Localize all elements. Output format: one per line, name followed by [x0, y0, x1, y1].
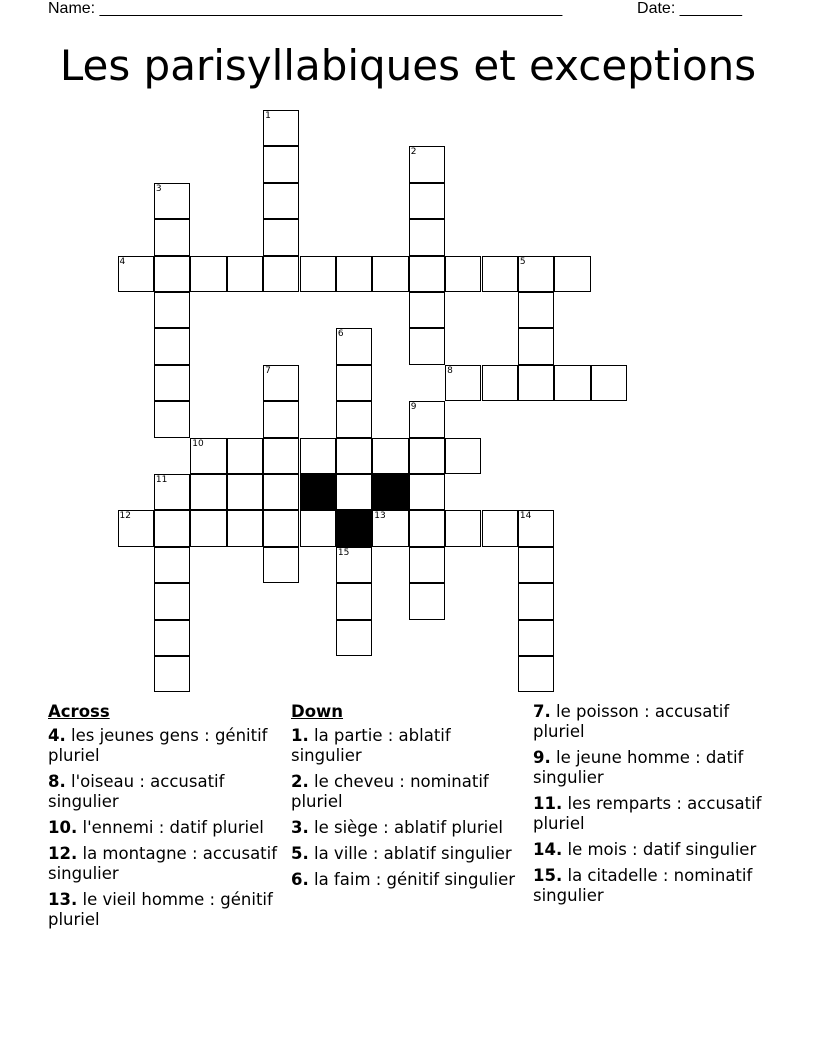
clue-text: le mois : datif singulier: [562, 840, 757, 859]
clue-text: le poisson : accusatif pluriel: [533, 702, 730, 741]
grid-block: [300, 474, 336, 510]
clue-number-label: 2.: [291, 772, 309, 791]
grid-cell[interactable]: [518, 510, 554, 546]
grid-cell[interactable]: [190, 256, 226, 292]
grid-cell[interactable]: [518, 328, 554, 364]
grid-cell[interactable]: [409, 292, 445, 328]
across-clue: [48, 726, 278, 766]
grid-cell[interactable]: [154, 583, 190, 619]
grid-cell[interactable]: [190, 438, 226, 474]
grid-cell[interactable]: [263, 110, 299, 146]
grid-cell[interactable]: [300, 438, 336, 474]
name-field-label: Name: ____________________________________________________: [48, 0, 563, 17]
grid-cell[interactable]: [154, 219, 190, 255]
down-clue: [291, 726, 521, 766]
clue-number: 8: [447, 365, 453, 376]
grid-cell[interactable]: [518, 292, 554, 328]
down-clue: [533, 866, 763, 906]
grid-cell[interactable]: [300, 510, 336, 546]
clue-text: les jeunes gens : génitif pluriel: [48, 726, 268, 765]
grid-cell[interactable]: [372, 256, 408, 292]
grid-cell[interactable]: [154, 256, 190, 292]
grid-cell[interactable]: [518, 620, 554, 656]
clue-number: 12: [119, 511, 131, 522]
grid-cell[interactable]: [554, 256, 590, 292]
grid-cell[interactable]: [372, 438, 408, 474]
down-clue: [291, 870, 521, 890]
grid-cell[interactable]: [409, 583, 445, 619]
grid-cell[interactable]: [263, 219, 299, 255]
grid-cell[interactable]: [118, 510, 154, 546]
grid-cell[interactable]: [263, 146, 299, 182]
grid-cell[interactable]: [300, 256, 336, 292]
grid-cell[interactable]: [154, 510, 190, 546]
clue-number-label: 7.: [533, 702, 551, 721]
grid-cell[interactable]: [227, 438, 263, 474]
clue-number-label: 11.: [533, 794, 563, 813]
grid-cell[interactable]: [336, 547, 372, 583]
clue-number: 9: [410, 402, 417, 413]
clue-number-label: 10.: [48, 818, 78, 837]
grid-cell[interactable]: [409, 401, 445, 437]
clue-number: 1: [265, 111, 271, 121]
grid-cell[interactable]: [263, 401, 299, 437]
grid-cell[interactable]: [154, 328, 190, 364]
clue-text: la partie : ablatif singulier: [291, 726, 451, 765]
grid-cell[interactable]: [336, 256, 372, 292]
grid-cell[interactable]: [227, 510, 263, 546]
clue-text: les remparts : accusatif pluriel: [533, 794, 762, 833]
grid-cell[interactable]: [409, 328, 445, 364]
down-clues: [291, 702, 521, 896]
down-clue: [533, 748, 763, 788]
grid-cell[interactable]: [336, 328, 372, 364]
grid-cell[interactable]: [336, 401, 372, 437]
across-clues: [48, 702, 278, 936]
across-clue: [48, 772, 278, 812]
clue-number-label: 14.: [533, 840, 563, 859]
page-title: Les parisyllabiques et exceptions: [59, 41, 757, 90]
clue-text: le siège : ablatif pluriel: [308, 818, 503, 837]
clue-number: 3: [155, 183, 162, 194]
clue-text: l'oiseau : accusatif singulier: [48, 772, 225, 811]
grid-cell[interactable]: [154, 292, 190, 328]
clue-number: 10: [192, 438, 204, 449]
grid-cell[interactable]: [154, 474, 190, 510]
grid-cell[interactable]: [154, 401, 190, 437]
down-clue: [291, 818, 521, 838]
grid-cell[interactable]: [336, 583, 372, 619]
clue-text: la ville : ablatif singulier: [308, 844, 512, 863]
grid-cell[interactable]: [154, 656, 190, 692]
grid-block: [336, 510, 372, 546]
down-clue: [291, 844, 521, 864]
grid-cell[interactable]: [336, 438, 372, 474]
grid-cell[interactable]: [445, 365, 481, 401]
clue-text: la citadelle : nominatif singulier: [533, 866, 753, 905]
clue-number-label: 13.: [48, 890, 78, 909]
grid-cell[interactable]: [118, 256, 154, 292]
across-clue: [48, 890, 278, 930]
clue-number-label: 9.: [533, 748, 551, 767]
clue-number-label: 8.: [48, 772, 66, 791]
grid-cell[interactable]: [190, 474, 226, 510]
clue-number-label: 5.: [291, 844, 309, 863]
clue-number-label: 3.: [291, 818, 309, 837]
clue-text: la faim : génitif singulier: [308, 870, 516, 889]
grid-cell[interactable]: [409, 510, 445, 546]
grid-cell[interactable]: [518, 583, 554, 619]
grid-cell[interactable]: [482, 510, 518, 546]
clue-number: 2: [410, 147, 417, 158]
clue-number: 14: [519, 511, 532, 522]
clue-text: la montagne : accusatif singulier: [48, 844, 278, 883]
grid-cell[interactable]: [263, 365, 299, 401]
down-clues-continued: [533, 702, 763, 912]
grid-cell[interactable]: [263, 474, 299, 510]
grid-cell[interactable]: [372, 510, 408, 546]
grid-cell[interactable]: [336, 474, 372, 510]
grid-cell[interactable]: [482, 256, 518, 292]
grid-cell[interactable]: [409, 256, 445, 292]
grid-cell[interactable]: [445, 510, 481, 546]
grid-cell[interactable]: [336, 620, 372, 656]
grid-cell[interactable]: [263, 510, 299, 546]
grid-cell[interactable]: [154, 547, 190, 583]
down-clue: [533, 702, 763, 742]
grid-cell[interactable]: [154, 620, 190, 656]
grid-cell[interactable]: [591, 365, 627, 401]
grid-cell[interactable]: [409, 474, 445, 510]
across-clue: [48, 844, 278, 884]
grid-cell[interactable]: [518, 365, 554, 401]
clue-text: le jeune homme : datif singulier: [533, 748, 744, 787]
grid-cell[interactable]: [409, 183, 445, 219]
grid-block: [372, 474, 408, 510]
grid-cell[interactable]: [518, 547, 554, 583]
down-clue: [533, 794, 763, 834]
grid-cell[interactable]: [409, 547, 445, 583]
grid-cell[interactable]: [227, 474, 263, 510]
grid-cell[interactable]: [409, 146, 445, 182]
grid-cell[interactable]: [409, 219, 445, 255]
clue-number-label: 1.: [291, 726, 309, 745]
down-clue: [533, 840, 763, 860]
grid-cell[interactable]: [263, 183, 299, 219]
grid-cell[interactable]: [154, 183, 190, 219]
grid-cell[interactable]: [263, 547, 299, 583]
grid-cell[interactable]: [445, 256, 481, 292]
clue-number: 4: [119, 256, 126, 267]
clue-number: 11: [155, 475, 168, 485]
grid-cell[interactable]: [409, 438, 445, 474]
clue-number: 13: [374, 511, 386, 522]
grid-cell[interactable]: [518, 656, 554, 692]
grid-cell[interactable]: [263, 438, 299, 474]
grid-cell[interactable]: [154, 365, 190, 401]
grid-cell[interactable]: [482, 365, 518, 401]
date-field-label: Date: _______: [637, 0, 742, 17]
clue-number-label: 12.: [48, 844, 78, 863]
grid-cell[interactable]: [336, 365, 372, 401]
clue-text: le vieil homme : génitif pluriel: [48, 890, 273, 929]
across-heading: Across: [48, 702, 110, 721]
clue-number: 15: [337, 547, 350, 558]
clue-number: 7: [265, 365, 271, 376]
across-clue: [48, 818, 278, 838]
clue-text: le cheveu : nominatif pluriel: [291, 772, 489, 811]
clue-number: 6: [337, 329, 344, 340]
clue-number-label: 6.: [291, 870, 309, 889]
grid-cell[interactable]: [445, 438, 481, 474]
down-clue: [291, 772, 521, 812]
grid-cell[interactable]: [554, 365, 590, 401]
grid-cell[interactable]: [190, 510, 226, 546]
clue-number-label: 4.: [48, 726, 66, 745]
clue-number: 5: [519, 256, 526, 267]
grid-cell[interactable]: [227, 256, 263, 292]
grid-cell[interactable]: [518, 256, 554, 292]
clue-text: l'ennemi : datif pluriel: [77, 818, 264, 837]
clue-number-label: 15.: [533, 866, 563, 885]
grid-cell[interactable]: [263, 256, 299, 292]
down-heading: Down: [291, 702, 344, 721]
